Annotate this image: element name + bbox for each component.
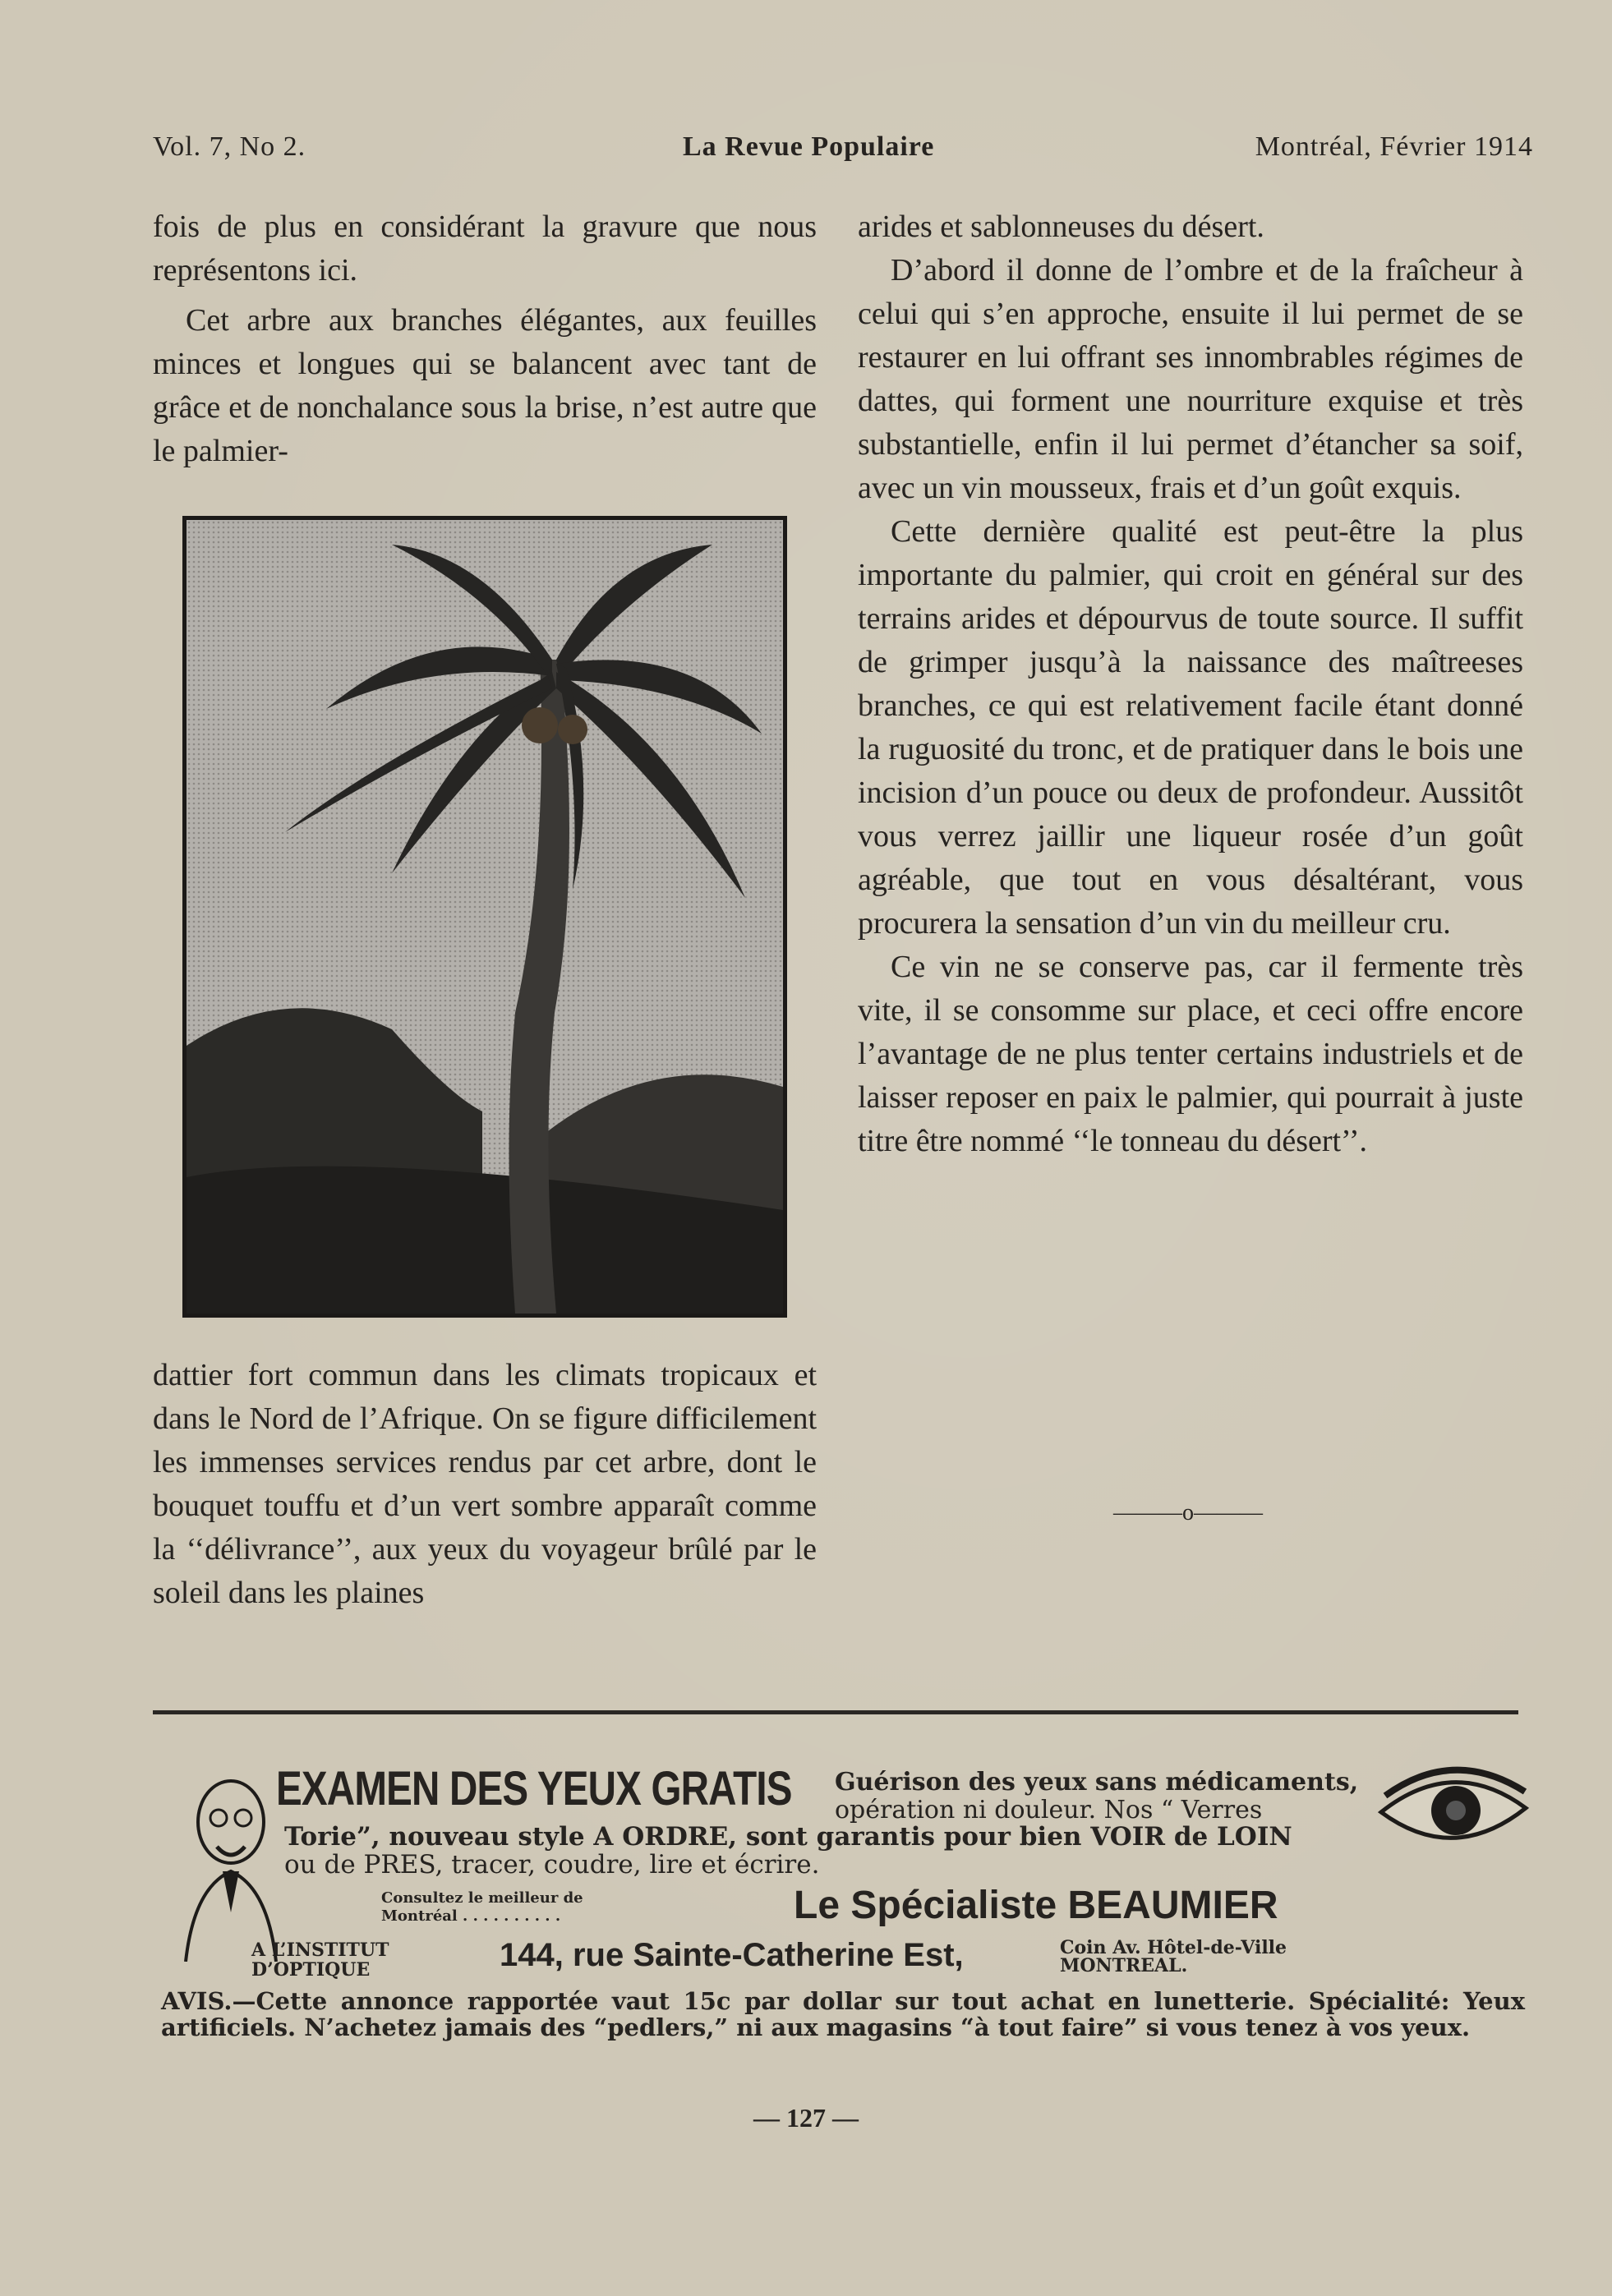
ad-headline: EXAMEN DES YEUX GRATIS bbox=[276, 1762, 792, 1815]
running-header bbox=[153, 131, 1533, 173]
portrait-illustration bbox=[177, 1773, 284, 1962]
ad-text: opération ni douleur. Nos “ Verres bbox=[835, 1796, 1263, 1824]
issue-info: Vol. 7, No 2. bbox=[153, 131, 306, 162]
ad-text: ou de PRES, tracer, coudre, lire et écrire. bbox=[284, 1850, 820, 1880]
right-column bbox=[858, 205, 1523, 1163]
place-date: Montréal, Février 1914 bbox=[1255, 131, 1533, 162]
paragraph: Ce vin ne se conserve pas, car il fermente très vite, il se consomme sur place, et ceci offre encore l’avantage de ne plus tenter certains industriels et de laisser reposer en paix le palmier, qui pourrait à juste titre être nommé ‘‘le tonneau du désert’’. bbox=[858, 950, 1523, 1158]
page-number: — 127 — bbox=[753, 2103, 859, 2133]
ad-address: 144, rue Sainte-Catherine Est, bbox=[500, 1937, 964, 1973]
horizontal-rule bbox=[153, 1710, 1518, 1714]
palm-tree-illustration bbox=[182, 516, 787, 1318]
eye-illustration bbox=[1377, 1763, 1530, 1853]
palm-tree-image bbox=[187, 520, 783, 1314]
ad-text: Guérison des yeux sans médicaments, bbox=[835, 1768, 1359, 1797]
paragraph: arides et sablonneuses du désert. bbox=[858, 209, 1264, 244]
advertisement bbox=[153, 1725, 1533, 2087]
paragraph: dattier fort commun dans les climats tropicaux et dans le Nord de l’Afrique. On se figure difficilement les immenses services rendus par cet arbre, dont le bouquet touffu et d’un vert sombre apparaît comme la ‘‘délivrance’’, aux yeux du voyageur brûlé par le soleil dans les plaines bbox=[153, 1358, 817, 1610]
paragraph: Cet arbre aux branches élégantes, aux feuilles minces et longues qui se balancent avec tant de grâce et de nonchalance sous la brise, n’est autre que le palmier- bbox=[153, 303, 817, 468]
paragraph: Cette dernière qualité est peut-être la plus importante du palmier, qui croit en général sur des terrains arides et dépourvus de toute source. Il suffit de grimper jusqu’à la naissance des maîtreeses branches, ce qui est relativement facile étant donné la ruguosité du tronc, et de pratiquer dans le bois une incision d’un pouce ou deux de profondeur. Aussitôt vous verrez jaillir une liqueur rosée d’un goût agréable, que tout en vous désaltérant, vous procurera la sensation d’un vin du meilleur cru. bbox=[858, 514, 1523, 941]
ad-corner: Coin Av. Hôtel-de-Ville MONTREAL. bbox=[1060, 1937, 1287, 1976]
ad-specialist-name: Le Spécialiste BEAUMIER bbox=[794, 1884, 1278, 1927]
left-column-bottom bbox=[153, 1354, 817, 1615]
ad-consult: Consultez le meilleur de Montréal . . . . . . . . . . bbox=[381, 1889, 583, 1925]
ad-text: Torie”, nouveau style A ORDRE, sont garantis pour bien VOIR de LOIN bbox=[284, 1822, 1292, 1852]
paragraph: D’abord il donne de l’ombre et de la fraîcheur à celui qui s’en approche, ensuite il lui permet de se restaurer en lui offrant ses innombrables régimes de dattes, qui forment une nourriture exquise et très substantielle, enfin il lui permet d’étancher sa soif, avec un vin mousseux, frais et d’un goût exquis. bbox=[858, 253, 1523, 505]
ad-notice: AVIS.—Cette annonce rapportée vaut 15c par dollar sur tout achat en lunetterie. Spécialité: Yeux artificiels. N’achetez jamais des “pedlers,” ni aux magasins “à tout faire” si vous tenez à vos yeux. bbox=[161, 1987, 1525, 2041]
paragraph: fois de plus en considérant la gravure que nous représentons ici. bbox=[153, 209, 817, 288]
left-column-top bbox=[153, 205, 817, 473]
section-separator: ———o——— bbox=[1113, 1500, 1263, 1525]
magazine-title: La Revue Populaire bbox=[683, 131, 935, 162]
ad-institute: A L’INSTITUT D’OPTIQUE bbox=[251, 1939, 389, 1981]
